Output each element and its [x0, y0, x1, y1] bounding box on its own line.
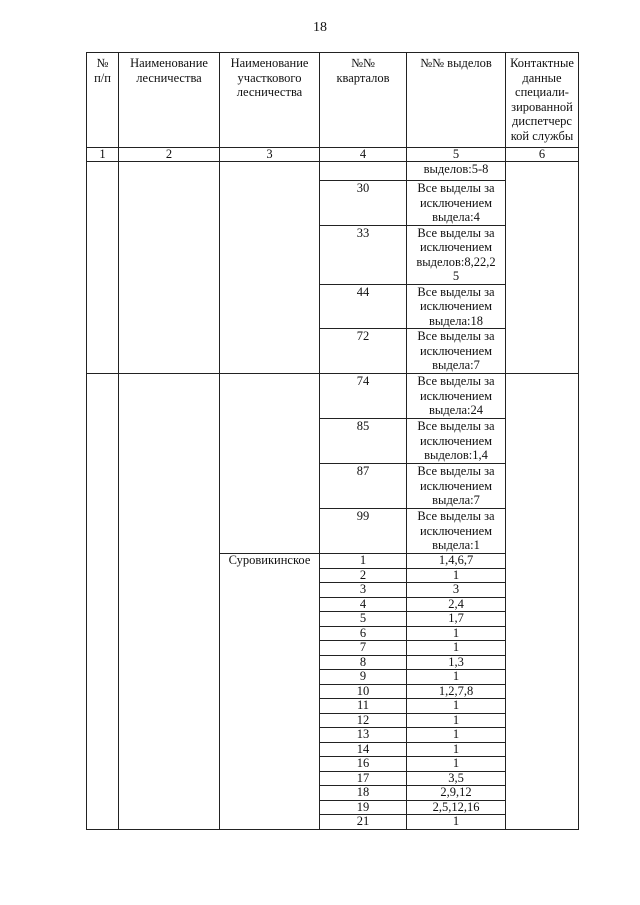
kvartal-cell: 72	[320, 329, 407, 374]
vydely-cell: 2,9,12	[407, 786, 506, 801]
forest-table	[86, 52, 579, 830]
index-cell	[87, 374, 119, 830]
column-number: 4	[320, 148, 407, 162]
kvartal-cell: 21	[320, 815, 407, 830]
column-number: 1	[87, 148, 119, 162]
kvartal-cell: 30	[320, 181, 407, 226]
table-row	[87, 162, 579, 181]
kvartal-cell	[320, 162, 407, 181]
kvartal-cell: 5	[320, 612, 407, 627]
vydely-cell: 1	[407, 728, 506, 743]
vydely-cell: 1	[407, 713, 506, 728]
kvartal-cell: 14	[320, 742, 407, 757]
contacts-cell	[506, 374, 579, 830]
page-number: 18	[313, 20, 327, 35]
kvartal-cell: 44	[320, 284, 407, 329]
header-vydely: №№ выделов	[407, 53, 506, 148]
kvartal-cell: 3	[320, 583, 407, 598]
forestry-cell	[119, 374, 220, 830]
vydely-cell: Все выделы за исключением выделов:8,22,2 5	[407, 225, 506, 284]
vydely-cell: 1	[407, 742, 506, 757]
kvartal-cell: 13	[320, 728, 407, 743]
vydely-cell: выделов:5-8	[407, 162, 506, 181]
contacts-cell	[506, 162, 579, 374]
header-row	[87, 53, 579, 148]
district-cell	[220, 374, 320, 554]
column-number-row	[87, 148, 579, 162]
vydely-cell: 1,7	[407, 612, 506, 627]
header-contacts: Контактные данные специали- зированной диспетчерс кой службы	[506, 53, 579, 148]
vydely-cell: Все выделы за исключением выдела:4	[407, 181, 506, 226]
vydely-cell: Все выделы за исключением выдела:24	[407, 374, 506, 419]
forestry-cell	[119, 162, 220, 374]
kvartal-cell: 2	[320, 568, 407, 583]
kvartal-cell: 11	[320, 699, 407, 714]
column-number: 2	[119, 148, 220, 162]
kvartal-cell: 8	[320, 655, 407, 670]
vydely-cell: Все выделы за исключением выделов:1,4	[407, 419, 506, 464]
vydely-cell: 1	[407, 699, 506, 714]
kvartal-cell: 10	[320, 684, 407, 699]
header-district: Наименование участкового лесничества	[220, 53, 320, 148]
kvartal-cell: 6	[320, 626, 407, 641]
index-cell	[87, 162, 119, 374]
kvartal-cell: 12	[320, 713, 407, 728]
kvartal-cell: 1	[320, 554, 407, 569]
district-name-cell: Суровикинское	[220, 554, 320, 830]
vydely-cell: 1	[407, 757, 506, 772]
header-kvartal: №№ кварталов	[320, 53, 407, 148]
vydely-cell: 1,3	[407, 655, 506, 670]
vydely-cell: 1	[407, 670, 506, 685]
header-forestry: Наименование лесничества	[119, 53, 220, 148]
vydely-cell: Все выделы за исключением выдела:18	[407, 284, 506, 329]
vydely-cell: Все выделы за исключением выдела:7	[407, 329, 506, 374]
district-cell	[220, 162, 320, 374]
vydely-cell: Все выделы за исключением выдела:1	[407, 509, 506, 554]
kvartal-cell: 18	[320, 786, 407, 801]
vydely-cell: 1	[407, 568, 506, 583]
vydely-cell: 1	[407, 815, 506, 830]
vydely-cell: 1,2,7,8	[407, 684, 506, 699]
vydely-cell: 1,4,6,7	[407, 554, 506, 569]
kvartal-cell: 16	[320, 757, 407, 772]
kvartal-cell: 85	[320, 419, 407, 464]
kvartal-cell: 87	[320, 464, 407, 509]
vydely-cell: 2,5,12,16	[407, 800, 506, 815]
kvartal-cell: 9	[320, 670, 407, 685]
kvartal-cell: 19	[320, 800, 407, 815]
header-index: № п/п	[87, 53, 119, 148]
kvartal-cell: 4	[320, 597, 407, 612]
kvartal-cell: 17	[320, 771, 407, 786]
vydely-cell: 3,5	[407, 771, 506, 786]
kvartal-cell: 99	[320, 509, 407, 554]
column-number: 3	[220, 148, 320, 162]
vydely-cell: 1	[407, 641, 506, 656]
column-number: 6	[506, 148, 579, 162]
column-number: 5	[407, 148, 506, 162]
table-row	[87, 374, 579, 419]
kvartal-cell: 74	[320, 374, 407, 419]
vydely-cell: Все выделы за исключением выдела:7	[407, 464, 506, 509]
vydely-cell: 2,4	[407, 597, 506, 612]
kvartal-cell: 33	[320, 225, 407, 284]
kvartal-cell: 7	[320, 641, 407, 656]
vydely-cell: 1	[407, 626, 506, 641]
vydely-cell: 3	[407, 583, 506, 598]
